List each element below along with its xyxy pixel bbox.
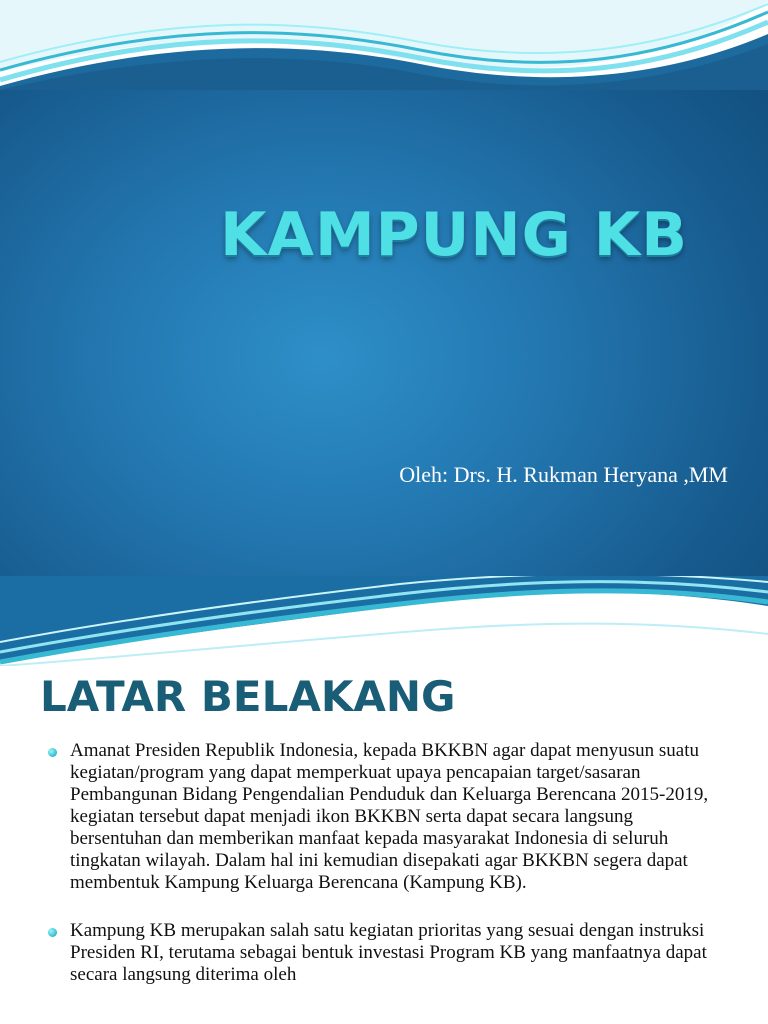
top-wave-decoration: [0, 576, 768, 666]
slide-title: KAMPUNG KB: [220, 200, 688, 270]
top-wave-decoration: [0, 0, 768, 90]
slide-heading: LATAR BELAKANG: [40, 672, 456, 721]
bullet-text: Amanat Presiden Republik Indonesia, kepada BKKBN agar dapat menyusun suatu kegiatan/program yang dapat memperkuat upaya pencapaian target/sasaran Pembangunan Bidang Pengendalian Penduduk dan Keluarga Berencana 2015-2019, kegiatan tersebut dapat menjadi ikon BKKBN serta dapat secara langsung bersentuhan dan memberikan manfaat kepada masyarakat Indonesia di seluruh tingkatan wilayah. Dalam hal ini kemudian disepakati agar BKKBN segera dapat membentuk Kampung Keluarga Berencana (Kampung KB).: [70, 740, 709, 893]
bullet-text: Kampung KB merupakan salah satu kegiatan prioritas yang sesuai dengan instruksi Presiden RI, terutama sebagai bentuk investasi Program KB yang manfaatnya dapat secara langsung diterima oleh: [70, 920, 707, 985]
list-item: [44, 920, 724, 986]
bullet-icon: [48, 928, 57, 937]
bullet-list: [44, 740, 724, 1012]
slide-subtitle-author: Oleh: Drs. H. Rukman Heryana ,MM: [399, 462, 728, 487]
content-slide: [0, 576, 768, 1024]
bullet-icon: [48, 748, 57, 757]
list-item: [44, 740, 724, 894]
